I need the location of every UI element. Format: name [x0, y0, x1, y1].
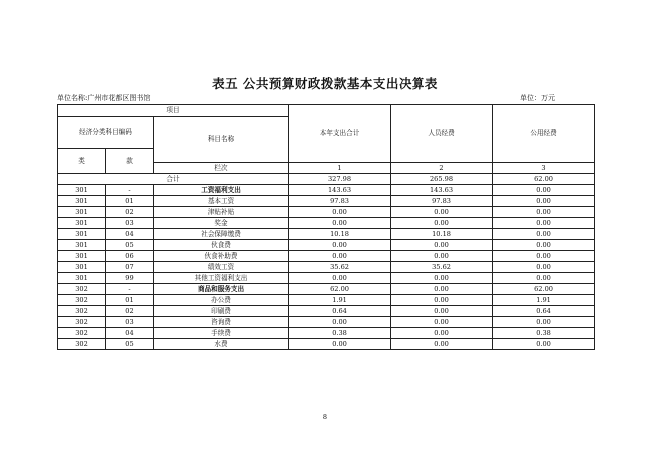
table-row [58, 251, 595, 262]
cell-lei: 302 [58, 306, 106, 317]
cell-personnel: 143.63 [391, 185, 493, 196]
header-col1: 1 [289, 163, 391, 174]
cell-personnel: 0.00 [391, 273, 493, 284]
cell-kuan: 05 [106, 240, 154, 251]
cell-kuan: 03 [106, 218, 154, 229]
cell-public: 62.00 [493, 284, 595, 295]
cell-total: 0.00 [289, 339, 391, 350]
table-row [58, 185, 595, 196]
cell-public: 0.00 [493, 185, 595, 196]
cell-name: 商品和服务支出 [154, 284, 289, 295]
cell-total: 0.00 [289, 251, 391, 262]
cell-personnel: 35.62 [391, 262, 493, 273]
cell-total: 35.62 [289, 262, 391, 273]
header-lanci: 栏次 [154, 163, 289, 174]
cell-lei: 301 [58, 262, 106, 273]
header-kuan: 款 [106, 149, 154, 174]
cell-name: 工资福利支出 [154, 185, 289, 196]
cell-kuan: 02 [106, 306, 154, 317]
cell-total: 0.00 [289, 317, 391, 328]
total-label: 合计 [58, 174, 289, 185]
cell-personnel: 0.00 [391, 240, 493, 251]
cell-public: 0.00 [493, 207, 595, 218]
table-row [58, 317, 595, 328]
header-item: 项目 [58, 105, 289, 117]
cell-total: 0.64 [289, 306, 391, 317]
total-personnel: 265.98 [391, 174, 493, 185]
cell-lei: 301 [58, 207, 106, 218]
table-row [58, 306, 595, 317]
cell-name: 水费 [154, 339, 289, 350]
cell-personnel: 10.18 [391, 229, 493, 240]
cell-personnel: 0.00 [391, 295, 493, 306]
cell-name: 手续费 [154, 328, 289, 339]
cell-personnel: 0.00 [391, 218, 493, 229]
table-row [58, 207, 595, 218]
table-row [58, 262, 595, 273]
cell-kuan: 06 [106, 251, 154, 262]
cell-lei: 302 [58, 284, 106, 295]
cell-name: 其他工资福利支出 [154, 273, 289, 284]
cell-kuan: - [106, 185, 154, 196]
cell-kuan: 01 [106, 196, 154, 207]
cell-public: 0.00 [493, 273, 595, 284]
cell-total: 97.83 [289, 196, 391, 207]
cell-public: 0.00 [493, 251, 595, 262]
cell-kuan: 03 [106, 317, 154, 328]
cell-public: 0.00 [493, 218, 595, 229]
cell-lei: 302 [58, 328, 106, 339]
cell-name: 奖金 [154, 218, 289, 229]
cell-total: 0.00 [289, 218, 391, 229]
cell-public: 0.00 [493, 196, 595, 207]
cell-kuan: 07 [106, 262, 154, 273]
table-row [58, 339, 595, 350]
table-row [58, 240, 595, 251]
cell-total: 143.63 [289, 185, 391, 196]
table-row [58, 284, 595, 295]
table-row [58, 328, 595, 339]
total-row [58, 174, 595, 185]
table-row [58, 295, 595, 306]
cell-name: 绩效工资 [154, 262, 289, 273]
cell-public: 0.00 [493, 229, 595, 240]
page-number: 8 [322, 413, 328, 421]
cell-lei: 301 [58, 229, 106, 240]
total-total: 327.98 [289, 174, 391, 185]
cell-name: 社会保障缴费 [154, 229, 289, 240]
cell-lei: 302 [58, 339, 106, 350]
cell-personnel: 0.00 [391, 317, 493, 328]
expenditure-table [57, 104, 595, 350]
cell-personnel: 0.00 [391, 339, 493, 350]
cell-public: 0.00 [493, 317, 595, 328]
cell-name: 津贴补贴 [154, 207, 289, 218]
cell-total: 62.00 [289, 284, 391, 295]
cell-public: 0.64 [493, 306, 595, 317]
cell-name: 伙食补助费 [154, 251, 289, 262]
table-row [58, 229, 595, 240]
cell-lei: 301 [58, 185, 106, 196]
currency-unit: 单位：万元 [520, 94, 555, 102]
cell-public: 1.91 [493, 295, 595, 306]
cell-kuan: 04 [106, 229, 154, 240]
table-row [58, 273, 595, 284]
table-row [58, 196, 595, 207]
cell-public: 0.00 [493, 262, 595, 273]
cell-total: 0.00 [289, 207, 391, 218]
page-title: 表五 公共预算财政拨款基本支出决算表 [212, 76, 438, 91]
cell-lei: 301 [58, 251, 106, 262]
cell-personnel: 0.00 [391, 251, 493, 262]
cell-kuan: 02 [106, 207, 154, 218]
cell-public: 0.00 [493, 339, 595, 350]
cell-kuan: 04 [106, 328, 154, 339]
header-personnel: 人员经费 [391, 105, 493, 163]
header-public: 公用经费 [493, 105, 595, 163]
cell-lei: 301 [58, 196, 106, 207]
cell-name: 印刷费 [154, 306, 289, 317]
cell-total: 0.00 [289, 240, 391, 251]
cell-personnel: 97.83 [391, 196, 493, 207]
cell-total: 10.18 [289, 229, 391, 240]
cell-personnel: 0.00 [391, 207, 493, 218]
cell-kuan: - [106, 284, 154, 295]
header-subject-name: 科目名称 [154, 117, 289, 163]
cell-lei: 301 [58, 273, 106, 284]
cell-lei: 301 [58, 218, 106, 229]
total-public: 62.00 [493, 174, 595, 185]
cell-personnel: 0.00 [391, 328, 493, 339]
header-col3: 3 [493, 163, 595, 174]
cell-name: 基本工资 [154, 196, 289, 207]
cell-public: 0.00 [493, 240, 595, 251]
cell-kuan: 01 [106, 295, 154, 306]
cell-personnel: 0.00 [391, 306, 493, 317]
header-col2: 2 [391, 163, 493, 174]
cell-public: 0.38 [493, 328, 595, 339]
cell-total: 0.00 [289, 273, 391, 284]
cell-kuan: 05 [106, 339, 154, 350]
cell-total: 1.91 [289, 295, 391, 306]
cell-personnel: 0.00 [391, 284, 493, 295]
header-econ-code: 经济分类科目编码 [58, 117, 154, 149]
cell-name: 咨询费 [154, 317, 289, 328]
cell-name: 办公费 [154, 295, 289, 306]
table-row [58, 218, 595, 229]
header-lei: 类 [58, 149, 106, 174]
cell-kuan: 99 [106, 273, 154, 284]
cell-lei: 301 [58, 240, 106, 251]
cell-lei: 302 [58, 317, 106, 328]
cell-total: 0.38 [289, 328, 391, 339]
unit-name: 单位名称:广州市花都区图书馆 [57, 94, 151, 102]
cell-name: 伙食费 [154, 240, 289, 251]
cell-lei: 302 [58, 295, 106, 306]
header-total: 本年支出合计 [289, 105, 391, 163]
